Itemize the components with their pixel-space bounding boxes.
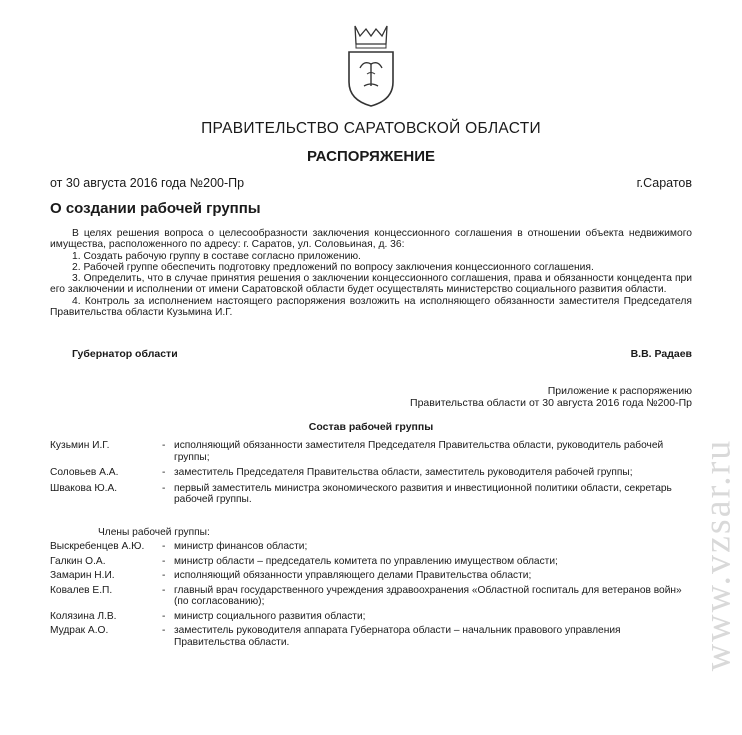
member-name: Выскребенцев А.Ю.	[50, 541, 145, 552]
document-city: г.Саратов	[636, 176, 692, 190]
list-item	[50, 483, 690, 506]
body-paragraph: 3. Определить, что в случае принятия решения о заключении концессионного соглашения, права и обязанности концедента при его заключении и исполнении от имени Саратовской области будет осуществлять министерство социального развития области.	[50, 273, 692, 296]
member-dash: -	[162, 584, 166, 596]
body-paragraph: 1. Создать рабочую группу в составе согласно приложению.	[72, 250, 361, 262]
member-role: главный врач государственного учреждения здравоохранения «Областной госпиталь для ветеранов войн» (по согласованию);	[174, 584, 682, 607]
member-name: Галкин О.А.	[50, 555, 106, 567]
signature-name: В.В. Радаев	[630, 348, 692, 360]
member-dash: -	[162, 541, 166, 552]
saratov-coat-of-arms-icon	[346, 24, 396, 108]
appendix-line: Правительства области от 30 августа 2016 года №200-Пр	[410, 397, 692, 409]
member-dash: -	[162, 467, 166, 478]
list-item	[50, 625, 690, 648]
list-item	[50, 611, 690, 623]
list-item	[50, 440, 690, 463]
members-list	[50, 541, 690, 651]
leaders-list	[50, 440, 690, 510]
composition-title: Состав рабочей группы	[308, 421, 434, 433]
member-name: Швакова Ю.А.	[50, 482, 118, 494]
member-name: Замарин Н.И.	[50, 570, 115, 581]
appendix-header	[410, 385, 692, 409]
appendix-line: Приложение к распоряжению	[547, 385, 692, 397]
signature-position: Губернатор области	[72, 348, 178, 360]
member-role: первый заместитель министра экономического развития и инвестиционной политики области, секретарь рабочей группы.	[174, 482, 672, 505]
member-name: Кузьмин И.Г.	[50, 440, 110, 451]
members-label: Члены рабочей группы:	[98, 527, 210, 538]
document-subject: О создании рабочей группы	[50, 200, 261, 217]
site-watermark	[697, 385, 737, 725]
member-role: исполняющий обязанности управляющего делами Правительства области;	[174, 570, 532, 581]
document-date-number: от 30 августа 2016 года №200-Пр	[50, 176, 245, 190]
list-item	[50, 467, 690, 479]
member-dash: -	[162, 610, 166, 622]
list-item	[50, 541, 690, 553]
member-role: заместитель Председателя Правительства области, заместитель руководителя рабочей группы;	[174, 467, 633, 478]
member-role: заместитель руководителя аппарата Губернатора области – начальник правового управления Правительства области.	[174, 625, 621, 648]
member-role: исполняющий обязанности заместителя Председателя Правительства области, руководитель рабочей группы;	[174, 440, 664, 463]
list-item	[50, 556, 690, 568]
member-role: министр области – председатель комитета по управлению имуществом области;	[174, 555, 558, 567]
watermark-text: www.vzsar.ru	[696, 438, 738, 672]
government-title: ПРАВИТЕЛЬСТВО САРАТОВСКОЙ ОБЛАСТИ	[201, 120, 541, 137]
member-role: министр финансов области;	[174, 541, 308, 552]
member-name: Ковалев Е.П.	[50, 584, 113, 596]
body-paragraph: В целях решения вопроса о целесообразности заключения концессионного соглашения в отношении объекта недвижимого имущества, расположенного по адресу: г. Саратов, ул. Соловьиная, д. 36:	[50, 228, 692, 251]
list-item	[50, 570, 690, 582]
member-dash: -	[162, 482, 166, 494]
document-type: РАСПОРЯЖЕНИЕ	[306, 148, 436, 165]
member-name: Мудрак А.О.	[50, 625, 109, 636]
member-name: Колязина Л.В.	[50, 610, 117, 622]
member-dash: -	[162, 570, 166, 581]
member-dash: -	[162, 555, 166, 567]
list-item	[50, 585, 690, 608]
member-role: министр социального развития области;	[174, 610, 366, 622]
member-name: Соловьев А.А.	[50, 467, 119, 478]
document-body	[50, 228, 692, 318]
member-dash: -	[162, 625, 166, 636]
member-dash: -	[162, 440, 166, 451]
body-paragraph: 2. Рабочей группе обеспечить подготовку предложений по вопросу заключения концессионного соглашения.	[72, 261, 594, 273]
body-paragraph: 4. Контроль за исполнением настоящего распоряжения возложить на исполняющего обязанности заместителя Председателя Правительства области Кузьмина И.Г.	[50, 295, 692, 319]
